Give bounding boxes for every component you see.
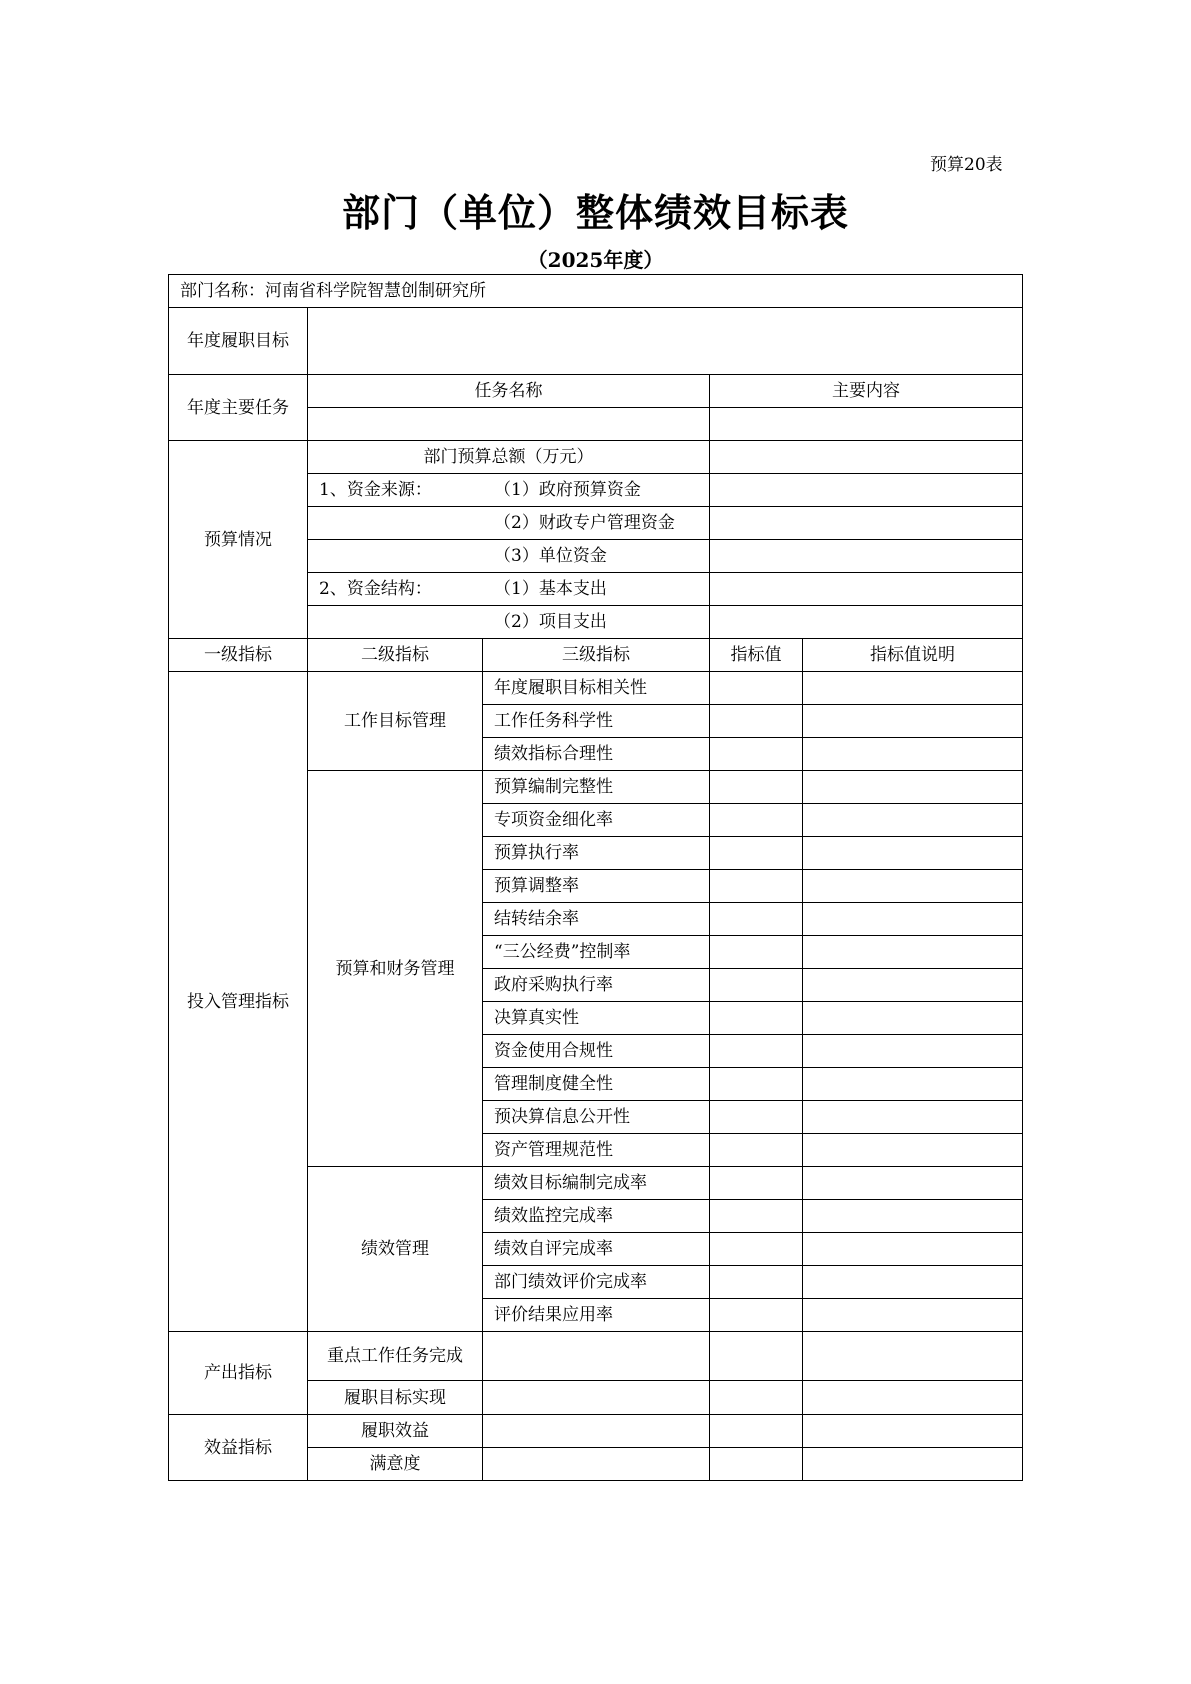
- level3-label: 资产管理规范性: [483, 1134, 710, 1167]
- indicator-desc-cell[interactable]: [803, 1448, 1023, 1481]
- level3-label: 绩效监控完成率: [483, 1200, 710, 1233]
- indicator-value-cell[interactable]: [710, 1448, 803, 1481]
- indicator-desc-cell[interactable]: [803, 1068, 1023, 1101]
- level3-label: 政府采购执行率: [483, 969, 710, 1002]
- indicator-value-cell[interactable]: [710, 969, 803, 1002]
- level3-label: 部门绩效评价完成率: [483, 1266, 710, 1299]
- indicator-desc-cell[interactable]: [803, 936, 1023, 969]
- level2-label: 绩效管理: [308, 1167, 483, 1332]
- budget-label: 预算情况: [169, 441, 308, 639]
- indicator-value-cell[interactable]: [710, 804, 803, 837]
- budget-source-cell: [308, 474, 710, 507]
- indicator-value-cell[interactable]: [710, 870, 803, 903]
- level2-header: 二级指标: [308, 639, 483, 672]
- level3-label: 管理制度健全性: [483, 1068, 710, 1101]
- indicator-value-cell[interactable]: [710, 1415, 803, 1448]
- indicator-value-cell[interactable]: [710, 705, 803, 738]
- value-header: 指标值: [710, 639, 803, 672]
- indicator-value-cell[interactable]: [710, 771, 803, 804]
- budget-value-cell[interactable]: [710, 540, 1023, 573]
- page-title: 部门（单位）整体绩效目标表: [341, 190, 849, 235]
- benefit-label: 效益指标: [169, 1415, 308, 1481]
- indicator-value-cell[interactable]: [710, 1299, 803, 1332]
- form-number: 预算20表: [930, 155, 1003, 175]
- year-subtitle: （2025年度）: [527, 248, 664, 272]
- indicator-desc-cell[interactable]: [803, 1266, 1023, 1299]
- level3-label: 预决算信息公开性: [483, 1101, 710, 1134]
- main-task-header-row: [169, 375, 1023, 408]
- indicator-desc-cell[interactable]: [803, 870, 1023, 903]
- level3-label: 预算编制完整性: [483, 771, 710, 804]
- budget-value-cell[interactable]: [710, 474, 1023, 507]
- indicator-value-cell[interactable]: [710, 837, 803, 870]
- indicator-desc-cell[interactable]: [803, 1002, 1023, 1035]
- dept-name-cell: 部门名称：河南省科学院智慧创制研究所: [169, 275, 1023, 308]
- level3-label: 预算执行率: [483, 837, 710, 870]
- level2-label: 履职效益: [308, 1415, 483, 1448]
- level3-label: 决算真实性: [483, 1002, 710, 1035]
- level3-cell[interactable]: [483, 1381, 710, 1415]
- funding-source-label: 1、资金来源：: [319, 480, 432, 500]
- indicator-value-cell[interactable]: [710, 1233, 803, 1266]
- level3-cell[interactable]: [483, 1332, 710, 1381]
- indicator-value-cell[interactable]: [710, 1167, 803, 1200]
- level3-label: 资金使用合规性: [483, 1035, 710, 1068]
- indicator-desc-cell[interactable]: [803, 1167, 1023, 1200]
- indicator-desc-cell[interactable]: [803, 771, 1023, 804]
- indicator-desc-cell[interactable]: [803, 1134, 1023, 1167]
- budget-structure-cell: [308, 573, 710, 606]
- funding-structure-label: 2、资金结构：: [319, 579, 432, 599]
- level3-cell[interactable]: [483, 1448, 710, 1481]
- indicator-value-cell[interactable]: [710, 1101, 803, 1134]
- level3-label: 专项资金细化率: [483, 804, 710, 837]
- annual-goal-value[interactable]: [308, 308, 1023, 375]
- level2-label: 满意度: [308, 1448, 483, 1481]
- indicator-desc-cell[interactable]: [803, 1299, 1023, 1332]
- level3-label: 评价结果应用率: [483, 1299, 710, 1332]
- indicator-desc-cell[interactable]: [803, 738, 1023, 771]
- indicator-value-cell[interactable]: [710, 1332, 803, 1381]
- indicator-value-cell[interactable]: [710, 1002, 803, 1035]
- budget-value-cell[interactable]: [710, 606, 1023, 639]
- indicator-value-cell[interactable]: [710, 1134, 803, 1167]
- task-name-header: 任务名称: [308, 375, 710, 408]
- annual-goal-label: 年度履职目标: [169, 308, 308, 375]
- level3-label: 工作任务科学性: [483, 705, 710, 738]
- funding-source-item: （2）财政专户管理资金: [494, 513, 675, 533]
- level3-label: 绩效指标合理性: [483, 738, 710, 771]
- indicator-desc-cell[interactable]: [803, 705, 1023, 738]
- level1-header: 一级指标: [169, 639, 308, 672]
- indicator-value-cell[interactable]: [710, 672, 803, 705]
- indicator-value-cell[interactable]: [710, 1266, 803, 1299]
- indicator-desc-cell[interactable]: [803, 903, 1023, 936]
- dept-row: [169, 275, 1023, 308]
- budget-value-cell[interactable]: [710, 507, 1023, 540]
- task-name-cell[interactable]: [308, 408, 710, 441]
- budget-source-cell: [308, 540, 710, 573]
- funding-structure-item: （1）基本支出: [494, 579, 607, 599]
- input-mgmt-label: 投入管理指标: [169, 672, 308, 1332]
- level2-label: 履职目标实现: [308, 1381, 483, 1415]
- output-label: 产出指标: [169, 1332, 308, 1415]
- task-content-header: 主要内容: [710, 375, 1023, 408]
- performance-goal-table: [168, 274, 1023, 1481]
- indicator-desc-cell[interactable]: [803, 1200, 1023, 1233]
- level3-label: 结转结余率: [483, 903, 710, 936]
- indicator-desc-cell[interactable]: [803, 804, 1023, 837]
- budget-source-cell: [308, 507, 710, 540]
- indicator-value-cell[interactable]: [710, 1035, 803, 1068]
- indicator-desc-cell[interactable]: [803, 837, 1023, 870]
- output-row: [169, 1332, 1023, 1381]
- indicator-value-cell[interactable]: [710, 1200, 803, 1233]
- budget-structure-cell: [308, 606, 710, 639]
- benefit-row: [169, 1415, 1023, 1448]
- level2-label: 预算和财务管理: [308, 771, 483, 1167]
- budget-total-row: [169, 441, 1023, 474]
- funding-source-item: （3）单位资金: [494, 546, 607, 566]
- level3-label: 年度履职目标相关性: [483, 672, 710, 705]
- level2-label: 重点工作任务完成: [308, 1332, 483, 1381]
- indicator-header-row: [169, 639, 1023, 672]
- level3-label: 预算调整率: [483, 870, 710, 903]
- level3-label: 绩效自评完成率: [483, 1233, 710, 1266]
- annual-goal-row: [169, 308, 1023, 375]
- indicator-desc-cell[interactable]: [803, 1035, 1023, 1068]
- funding-structure-item: （2）项目支出: [494, 612, 607, 632]
- level2-label: 工作目标管理: [308, 672, 483, 771]
- level3-label: 绩效目标编制完成率: [483, 1167, 710, 1200]
- indicator-value-cell[interactable]: [710, 1068, 803, 1101]
- level3-header: 三级指标: [483, 639, 710, 672]
- indicator-value-cell[interactable]: [710, 1381, 803, 1415]
- indicator-row: [169, 672, 1023, 705]
- indicator-value-cell[interactable]: [710, 738, 803, 771]
- indicator-desc-cell[interactable]: [803, 672, 1023, 705]
- indicator-desc-cell[interactable]: [803, 1381, 1023, 1415]
- indicator-desc-cell[interactable]: [803, 969, 1023, 1002]
- budget-value-cell[interactable]: [710, 573, 1023, 606]
- level3-label: “三公经费”控制率: [483, 936, 710, 969]
- indicator-desc-cell[interactable]: [803, 1332, 1023, 1381]
- main-tasks-label: 年度主要任务: [169, 375, 308, 441]
- level3-cell[interactable]: [483, 1415, 710, 1448]
- indicator-value-cell[interactable]: [710, 936, 803, 969]
- indicator-desc-cell[interactable]: [803, 1233, 1023, 1266]
- budget-total-label: 部门预算总额（万元）: [308, 441, 710, 474]
- indicator-value-cell[interactable]: [710, 903, 803, 936]
- funding-source-item: （1）政府预算资金: [494, 480, 641, 500]
- indicator-desc-cell[interactable]: [803, 1101, 1023, 1134]
- desc-header: 指标值说明: [803, 639, 1023, 672]
- indicator-desc-cell[interactable]: [803, 1415, 1023, 1448]
- budget-total-value[interactable]: [710, 441, 1023, 474]
- task-content-cell[interactable]: [710, 408, 1023, 441]
